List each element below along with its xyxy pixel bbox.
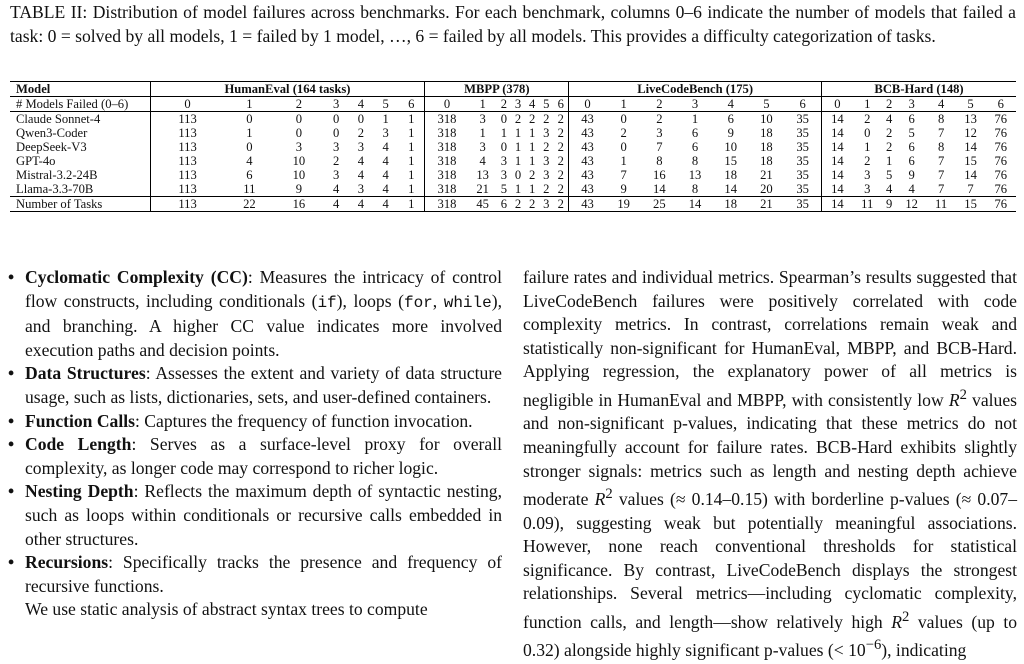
failed-count-header: 6 — [784, 97, 821, 112]
metric-description: : Measures the intricacy of control flow constructs, including conditionals ( — [25, 267, 502, 311]
table-cell: 1 — [886, 154, 893, 168]
table-cell: 1 — [246, 126, 253, 140]
table-cell: 1 — [514, 154, 522, 168]
table-cell: 6 — [246, 168, 253, 182]
table-cell: 2 — [543, 112, 550, 126]
table-cell: 1 — [514, 126, 522, 140]
table-cell: 7 — [656, 140, 663, 154]
table-cell: 3 — [500, 154, 507, 168]
table-row — [10, 112, 1016, 127]
failed-count-header: 3 — [324, 97, 349, 112]
table-cell: 3 — [348, 182, 373, 197]
list-item — [8, 433, 502, 480]
table-cell: 76 — [994, 154, 1008, 168]
failed-count-header: 1 — [606, 97, 642, 112]
table-cell: 5 — [908, 126, 915, 140]
table-cell: 0 — [500, 112, 507, 126]
table-cell: 3 — [479, 112, 486, 126]
table-cell: 19 — [606, 197, 642, 212]
list-item — [8, 266, 502, 362]
table-cell: 6 — [908, 112, 915, 126]
table-cell: 3 — [332, 140, 340, 154]
table-cell: 8 — [937, 140, 945, 154]
table-cell: 1 — [620, 154, 627, 168]
table-cell: 2 — [528, 112, 536, 126]
table-cell: 4 — [373, 182, 398, 197]
table-cell: 10 — [760, 112, 773, 126]
table-cell: 5 — [497, 182, 511, 197]
table-cell: 2 — [864, 154, 871, 168]
table-cell: 15 — [964, 154, 977, 168]
metric-term: Nesting Depth — [25, 481, 134, 502]
table-cell: 35 — [784, 112, 821, 127]
table-cell: 2 — [553, 197, 568, 212]
table-cell: 14 — [677, 197, 713, 212]
table-cell: 2 — [528, 168, 536, 182]
table-cell: 14 — [713, 182, 749, 197]
table-cell: 18 — [760, 154, 773, 168]
table-cell: 13 — [476, 168, 489, 182]
metric-term: Cyclomatic Complexity (CC) — [25, 267, 248, 287]
table-cell: 0 — [357, 112, 364, 126]
table-cell: 6 — [497, 197, 511, 212]
table-cell: 20 — [749, 182, 785, 197]
table-cell: 3 — [539, 197, 553, 212]
table-cell: 7 — [937, 154, 945, 168]
table-cell: 3 — [332, 168, 340, 182]
failed-count-header: 1 — [469, 97, 497, 112]
table-cell: 2 — [656, 112, 663, 126]
table-cell: 4 — [357, 168, 364, 182]
failed-count-header: 3 — [511, 97, 525, 112]
table-cell: 2 — [553, 112, 568, 127]
table-cell: 14 — [831, 154, 844, 168]
failed-count-header: 0 — [569, 97, 606, 112]
table-row — [10, 168, 1016, 182]
table-cell: 3 — [295, 140, 303, 154]
table-row — [10, 126, 1016, 140]
table-cell: 113 — [150, 182, 225, 197]
benchmark-header: HumanEval (164 tasks) — [150, 82, 425, 97]
table-cell: 113 — [178, 140, 197, 154]
table-cell: 4 — [897, 182, 927, 197]
right-column — [523, 266, 1017, 663]
table-row — [10, 140, 1016, 154]
metric-description: if — [317, 293, 337, 312]
table-cell: 4 — [479, 154, 486, 168]
table-cell: 0 — [246, 112, 253, 126]
failed-count-header: 6 — [986, 97, 1016, 112]
failed-count-header-row — [10, 97, 1016, 112]
table-cell: 1 — [398, 154, 425, 168]
table-cell: 14 — [831, 140, 844, 154]
table-cell: 18 — [724, 168, 738, 182]
table-cell: 2 — [511, 197, 525, 212]
table-cell: 76 — [986, 197, 1016, 212]
table-cell: 14 — [642, 182, 678, 197]
table-caption: TABLE II: Distribution of model failures across benchmarks. For each benchmark, columns 0–6 indicate the number of models that failed a task: 0 = solved by all models, 1 = failed by 1 model, …, 6 = failed by all models. This provides a difficulty categorization of tasks. — [10, 2, 1016, 46]
table-cell: 113 — [150, 197, 225, 212]
table-cell: 3 — [864, 168, 871, 182]
table-cell: 3 — [479, 140, 486, 154]
metric-description: ), and branching. A higher CC value indicates more involved execution paths and decision points. — [25, 290, 502, 360]
table-cell: 14 — [831, 112, 844, 126]
failed-count-header: 3 — [897, 97, 927, 112]
metric-description: : Captures the frequency of function invocation. — [134, 410, 473, 431]
failed-count-label: # Models Failed (0–6) — [10, 97, 150, 112]
list-item — [8, 410, 502, 434]
table-cell: 2 — [553, 126, 568, 140]
table-cell: 113 — [178, 126, 197, 140]
table-cell: 8 — [677, 182, 713, 197]
table-cell: 6 — [908, 140, 915, 154]
benchmark-header: LiveCodeBench (175) — [569, 82, 822, 97]
table-cell: 14 — [822, 182, 853, 197]
failed-count-header: 4 — [713, 97, 749, 112]
list-item — [8, 480, 502, 551]
table-cell: 76 — [994, 126, 1008, 140]
table-cell: 8 — [691, 154, 699, 168]
table-cell: 1 — [398, 112, 425, 127]
table-cell: 1 — [864, 140, 871, 154]
table-cell: 3 — [500, 168, 507, 182]
table-cell: 10 — [292, 168, 306, 182]
model-name: Llama-3.3-70B — [10, 182, 150, 197]
metric-description: for — [403, 293, 433, 312]
table-cell: 14 — [964, 168, 977, 182]
paragraph-continuation: We use static analysis of abstract syntax trees to compute — [25, 599, 428, 620]
table-cell: 0 — [295, 126, 303, 140]
table-cell: 7 — [927, 182, 956, 197]
table-cell: 2 — [864, 112, 871, 126]
table-cell: 43 — [581, 112, 594, 126]
failed-count-header: 5 — [956, 97, 986, 112]
table-cell: 4 — [324, 197, 349, 212]
table-cell: 0 — [620, 112, 627, 126]
table-cell: 0 — [500, 140, 507, 154]
failed-count-header: 1 — [225, 97, 275, 112]
table-cell: 318 — [437, 140, 457, 154]
table-cell: 8 — [937, 112, 945, 126]
table-cell: 3 — [656, 126, 663, 140]
table-cell: 15 — [956, 197, 986, 212]
model-name: Mistral-3.2-24B — [10, 168, 150, 182]
table-cell: 4 — [357, 154, 364, 168]
failed-count-header: 6 — [398, 97, 425, 112]
table-cell: 5 — [886, 168, 893, 182]
table-cell: 3 — [543, 154, 550, 168]
table-cell: 76 — [994, 140, 1008, 154]
table-cell: 9 — [727, 126, 734, 140]
table-cell: 15 — [724, 154, 738, 168]
table-cell: 4 — [348, 197, 373, 212]
table-cell: 43 — [581, 140, 594, 154]
table-cell: 2 — [553, 182, 568, 197]
table-cell: 1 — [398, 182, 425, 197]
table-cell: 14 — [831, 126, 844, 140]
table-cell: 11 — [225, 182, 275, 197]
table-cell: 318 — [425, 182, 469, 197]
table-cell: 2 — [886, 140, 893, 154]
total-row — [10, 197, 1016, 212]
model-name: Claude Sonnet-4 — [10, 112, 150, 127]
bullet-icon: • — [8, 481, 15, 502]
table-cell: 2 — [553, 154, 568, 168]
table-cell: 7 — [937, 168, 945, 182]
table-cell: 113 — [178, 112, 197, 126]
failed-count-header: 0 — [425, 97, 469, 112]
table-cell: 0 — [514, 168, 522, 182]
table-cell: 11 — [853, 197, 882, 212]
bullet-icon: • — [8, 410, 15, 431]
table-cell: 1 — [398, 126, 425, 140]
table-cell: 3 — [357, 140, 364, 154]
table-cell: 4 — [382, 154, 389, 168]
table-cell: 318 — [437, 112, 457, 126]
table-cell: 4 — [882, 182, 897, 197]
bullet-icon: • — [8, 363, 15, 384]
metric-description: while — [443, 293, 492, 312]
failed-count-header: 3 — [677, 97, 713, 112]
table-cell: 13 — [688, 168, 702, 182]
table-cell: 18 — [760, 140, 773, 154]
table-cell: 0 — [864, 126, 871, 140]
table-cell: 318 — [437, 168, 457, 182]
table-cell: 1 — [500, 126, 507, 140]
failed-count-header: 2 — [497, 97, 511, 112]
table-cell: 0 — [332, 126, 340, 140]
table-cell: 4 — [886, 112, 893, 126]
table-cell: 21 — [760, 168, 773, 182]
table-cell: 1 — [398, 168, 425, 182]
table-cell: 0 — [295, 112, 303, 126]
table-cell: 43 — [581, 126, 594, 140]
table-header-row — [10, 82, 1016, 97]
model-name: GPT-4o — [10, 154, 150, 168]
table-cell: 6 — [691, 126, 699, 140]
table-cell: 1 — [691, 112, 699, 126]
table-cell: 1 — [528, 154, 536, 168]
table-cell: 1 — [398, 197, 425, 212]
table-cell: 2 — [553, 168, 568, 182]
table-cell: 35 — [784, 182, 821, 197]
table-cell: 6 — [727, 112, 734, 126]
table-cell: 4 — [373, 197, 398, 212]
table-cell: 9 — [274, 182, 324, 197]
list-item — [8, 551, 502, 598]
table-cell: 4 — [382, 168, 389, 182]
bullet-icon: • — [8, 552, 15, 573]
metric-description: : Reflects the maximum depth of syntactic nesting, such as loops within conditionals or recursive calls embedded in other structures. — [25, 481, 502, 549]
table-cell: 14 — [964, 140, 977, 154]
table-cell: 7 — [620, 168, 627, 182]
table-cell: 0 — [246, 140, 253, 154]
model-column-header: Model — [10, 82, 150, 97]
table-cell: 1 — [398, 140, 425, 154]
failure-distribution-table — [10, 81, 1016, 212]
failed-count-header: 2 — [882, 97, 897, 112]
table-cell: 1 — [528, 140, 536, 154]
metric-term: Code Length — [25, 434, 132, 455]
table-cell: 1 — [511, 182, 525, 197]
metric-description: ), loops ( — [336, 290, 404, 311]
table-row — [10, 154, 1016, 168]
table-cell: 318 — [437, 154, 457, 168]
table-cell: 9 — [908, 168, 915, 182]
table-cell: 18 — [760, 126, 773, 140]
table-cell: 6 — [908, 154, 915, 168]
metric-description: : Serves as a surface-level proxy for overall complexity, as longer code may correspond to richer logic. — [25, 434, 503, 478]
table-cell: 113 — [178, 168, 197, 182]
table-cell: 76 — [994, 112, 1008, 126]
bullet-icon: • — [8, 267, 15, 287]
table-cell: 35 — [784, 197, 821, 212]
table-cell: 4 — [382, 140, 389, 154]
table-cell: 35 — [784, 140, 821, 154]
table-cell: 13 — [964, 112, 977, 126]
table-cell: 318 — [437, 126, 457, 140]
table-cell: 14 — [822, 197, 853, 212]
table-cell: 45 — [469, 197, 497, 212]
table-cell: 35 — [784, 126, 821, 140]
table-cell: 43 — [581, 168, 594, 182]
table-cell: 0 — [620, 140, 627, 154]
table-cell: 3 — [543, 126, 550, 140]
metric-description: , — [432, 290, 444, 311]
failed-count-header: 4 — [348, 97, 373, 112]
model-name: DeepSeek-V3 — [10, 140, 150, 154]
failed-count-header: 5 — [539, 97, 553, 112]
table-cell: 76 — [994, 168, 1008, 182]
table-cell: 0 — [332, 112, 340, 126]
failed-count-header: 4 — [927, 97, 956, 112]
analysis-paragraph: failure rates and individual metrics. Spearman’s results suggested that LiveCodeBench failures were positively correlated with code complexity metrics. In contrast, correlations remain weak and statistically non-significant for HumanEval, MBPP, and BCB-Hard. Applying regression, the explanatory power of all metrics is negligible in HumanEval and MBPP, with consistently low $R^2$ values and non-significant p-values, indicating that these metrics do not meaningfully account for failure rates. BCB-Hard exhibits slightly stronger signals: metrics such as length and nesting depth achieve moderate $R^2$ values (≈ 0.14–0.15) with borderline p-values (≈ 0.07–0.09), suggesting weak but potentially meaningful associations. However, none reach conventional thresholds for statistical significance. By contrast, LiveCodeBench displays the strongest relationships. Several metrics—including cyclomatic complexity, function calls, and length—show relatively high $R^2$ values (up to 0.32) alongside highly significant p-values (< $10^{-6}$), indicating — [523, 267, 1018, 661]
table-cell: 12 — [964, 126, 977, 140]
table-cell: 2 — [514, 112, 522, 126]
bullet-icon: • — [8, 434, 15, 455]
table-cell: 3 — [382, 126, 389, 140]
metric-list — [8, 266, 502, 598]
table-cell: 2 — [620, 126, 627, 140]
benchmark-header: BCB-Hard (148) — [822, 82, 1016, 97]
table-cell: 35 — [784, 168, 821, 182]
table-cell: 1 — [382, 112, 389, 126]
list-item — [8, 362, 502, 409]
table-cell: 6 — [691, 140, 699, 154]
table-cell: 318 — [425, 197, 469, 212]
table-cell: 12 — [897, 197, 927, 212]
model-name: Number of Tasks — [10, 197, 150, 212]
left-column — [8, 266, 502, 622]
table-cell: 21 — [469, 182, 497, 197]
table-cell: 10 — [292, 154, 306, 168]
failed-count-header: 1 — [853, 97, 882, 112]
metric-description: : Assesses the extent and variety of data structure usage, such as lists, dictionaries, sets, and user-defined containers. — [25, 363, 502, 407]
table-cell: 1 — [514, 140, 522, 154]
table-cell: 2 — [525, 197, 539, 212]
table-cell: 2 — [332, 154, 340, 168]
failed-count-header: 5 — [373, 97, 398, 112]
table-cell: 2 — [553, 140, 568, 154]
table-cell: 25 — [642, 197, 678, 212]
table-cell: 16 — [274, 197, 324, 212]
table-cell: 43 — [569, 197, 606, 212]
table-cell: 10 — [724, 140, 738, 154]
failed-count-header: 0 — [150, 97, 225, 112]
table-cell: 3 — [543, 168, 550, 182]
table-cell: 16 — [653, 168, 666, 182]
table-row — [10, 182, 1016, 197]
table-cell: 2 — [357, 126, 364, 140]
failed-count-header: 2 — [642, 97, 678, 112]
failed-count-header: 4 — [525, 97, 539, 112]
table-cell: 2 — [543, 140, 550, 154]
table-cell: 1 — [479, 126, 486, 140]
table-cell: 43 — [581, 154, 594, 168]
table-cell: 1 — [528, 126, 536, 140]
table-cell: 4 — [246, 154, 253, 168]
table-cell: 76 — [986, 182, 1016, 197]
metric-term: Data Structures — [25, 363, 146, 384]
metric-term: Function Calls — [25, 410, 135, 431]
benchmark-header: MBPP (378) — [425, 82, 569, 97]
table-cell: 3 — [853, 182, 882, 197]
model-name: Qwen3-Coder — [10, 126, 150, 140]
failed-count-header: 0 — [822, 97, 853, 112]
table-cell: 1 — [525, 182, 539, 197]
table-cell: 113 — [178, 154, 197, 168]
failed-count-header: 6 — [553, 97, 568, 112]
table-cell: 22 — [225, 197, 275, 212]
table-cell: 8 — [656, 154, 663, 168]
failed-count-header: 5 — [749, 97, 785, 112]
failed-count-header: 2 — [274, 97, 324, 112]
table-cell: 2 — [539, 182, 553, 197]
table-cell: 7 — [937, 126, 945, 140]
table-cell: 2 — [886, 126, 893, 140]
table-cell: 14 — [831, 168, 844, 182]
table-cell: 18 — [713, 197, 749, 212]
metric-description: : Specifically tracks the presence and frequency of recursive functions. — [25, 552, 502, 596]
table-cell: 7 — [956, 182, 986, 197]
table-cell: 21 — [749, 197, 785, 212]
table-cell: 35 — [784, 154, 821, 168]
metric-term: Recursions — [25, 552, 109, 573]
table-cell: 11 — [927, 197, 956, 212]
table-cell: 4 — [324, 182, 349, 197]
table-cell: 43 — [569, 182, 606, 197]
table-cell: 9 — [606, 182, 642, 197]
table-cell: 9 — [882, 197, 897, 212]
